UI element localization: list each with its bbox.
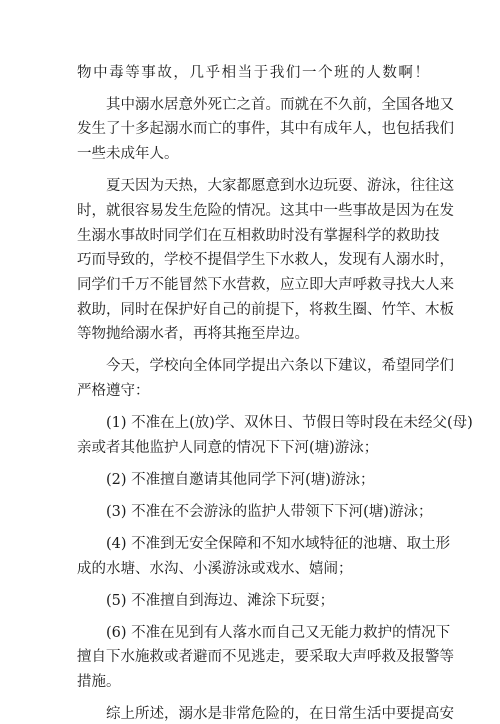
text-line: 巧而导致的，学校不提倡学生下水救人，发现有人溺水时，: [77, 252, 454, 268]
text-line: 救助，同时在保护好自己的前提下，将救生圈、竹竿、木板: [77, 302, 454, 318]
text-line: 成的水塘、水沟、小溪游泳或戏水、嬉闹；: [77, 561, 353, 577]
text-line: 擅自下水施救或者避而不见逃走，要采取大声呼救及报警等: [77, 649, 454, 665]
paragraph-first-line: 其中溺水居意外死亡之首。而就在不久前，全国各地又: [106, 97, 454, 113]
text-line: 同学们千万不能冒然下水营救，应立即大声呼救寻找大人来: [77, 277, 454, 293]
text-line: 一些未成年人。: [77, 146, 179, 162]
text-line: 措施。: [77, 674, 121, 690]
text-line: 时，就很容易发生危险的情况。这其中一些事故是因为在发: [77, 203, 454, 219]
text-line: 等物抛给溺水者，再将其拖至岸边。: [77, 326, 309, 342]
paragraph-first-line: 夏天因为天热，大家都愿意到水边玩耍、游泳，往往这: [106, 178, 454, 194]
rule-item-5: (5) 不准擅自到海边、滩涂下玩耍；: [106, 593, 335, 609]
text-line: 发生了十多起溺水而亡的事件，其中有成年人，也包括我们: [77, 121, 454, 137]
rule-item-4: (4) 不准到无安全保障和不知水域特征的池塘、取土形: [106, 536, 451, 552]
text-line: 亲或者其他监护人同意的情况下下河(塘)游泳；: [77, 440, 379, 456]
text-line: 生溺水事故时同学们在互相救助时没有掌握科学的救助技: [77, 228, 440, 244]
paragraph-first-line: 综上所述，溺水是非常危险的，在日常生活中要提高安: [106, 706, 454, 722]
text-line: 物中毒等事故，几乎相当于我们一个班的人数啊！: [77, 65, 429, 81]
rule-item-2: (2) 不准擅自邀请其他同学下河(塘)游泳；: [106, 472, 375, 488]
rule-item-1: (1) 不准在上(放)学、双休日、节假日等时段在未经父(母): [106, 415, 473, 431]
rule-item-3: (3) 不准在不会游泳的监护人带领下下河(塘)游泳；: [106, 504, 433, 520]
paragraph-first-line: 今天，学校向全体同学提出六条以下建议，希望同学们: [106, 358, 454, 374]
rule-item-6: (6) 不准在见到有人落水而自己又无能力救护的情况下: [106, 625, 451, 641]
text-line: 严格遵守：: [77, 383, 150, 399]
